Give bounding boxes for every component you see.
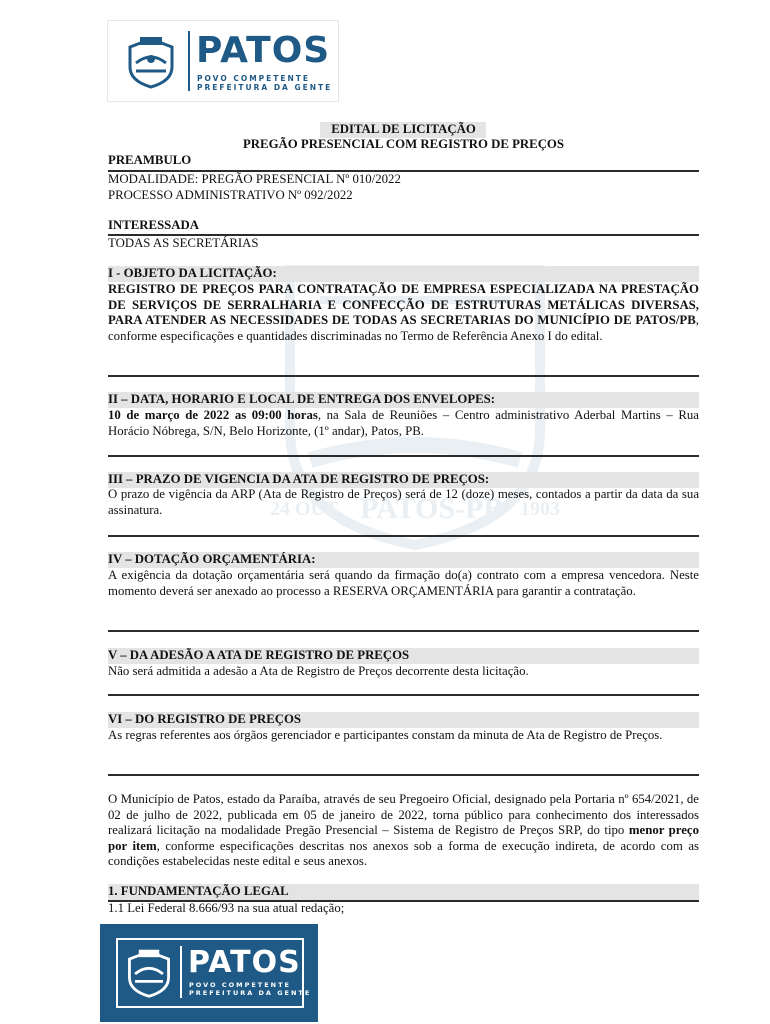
intro-paragraph	[108, 792, 699, 870]
divider	[108, 694, 699, 696]
coat-of-arms-icon	[122, 33, 180, 91]
section-2-text: , na Sala de Reuniões – Centro administrativo Aderbal Martins – Rua Horácio Nóbrega, S/N, Belo Horizonte, (1º andar), Patos, PB.	[108, 408, 699, 438]
section-6-text: As regras referentes aos órgãos gerenciador e participantes constam da minuta de Ata de Registro de Preços.	[108, 728, 663, 742]
section-3-heading: III – PRAZO DE VIGENCIA DA ATA DE REGISTRO DE PREÇOS:	[108, 472, 490, 486]
header-logo	[107, 20, 339, 102]
fundamentacao-heading: 1. FUNDAMENTAÇÃO LEGAL	[108, 884, 289, 898]
processo-text: PROCESSO ADMINISTRATIVO Nº 092/2022	[108, 188, 353, 202]
section-5-text: Não será admitida a adesão a Ata de Registro de Preços decorrente desta licitação.	[108, 664, 529, 678]
section-3-text: O prazo de vigência da ARP (Ata de Registro de Preços) será de 12 (doze) meses, contados a partir da data da sua assinatura.	[108, 487, 699, 517]
section-4-text: A exigência da dotação orçamentária será quando da firmação do(a) contrato com a empresa vencedora. Neste momento deverá ser anexado ao processo a RESERVA ORÇAMENTÁRIA para garantir a contratação.	[108, 568, 699, 598]
logo-tagline-1: POVO COMPETENTE	[197, 74, 311, 83]
footer-logo	[100, 924, 318, 1022]
intro-text-2: , conforme especificações descritas nos anexos sob a forma de execução indireta, de acordo com as condições estabelecidas neste edital e seus anexos.	[108, 838, 699, 868]
section-1-text: , conforme especificações e quantidades discriminadas no Termo de Referência Anexo I do edital.	[108, 313, 699, 343]
section-1-body	[108, 282, 699, 344]
logo-tagline-2: PREFEITURA DA GENTE	[197, 83, 333, 92]
intro-bold-text: menor preço por item	[108, 823, 700, 853]
footer-logo-tagline-1: POVO COMPETENTE	[189, 981, 291, 989]
intro-text-1: O Município de Patos, estado da Paraíba, através de seu Pregoeiro Oficial, designado pela Portaria nº 654/2021, de 02 de julho de 2022, publicada em 05 de janeiro de 2022, torna público para conhecimento dos interessados realizará licitação na modalidade Pregão Presencial – Sistema de Registro de Preços SRP, do tipo	[108, 792, 699, 837]
divider	[108, 375, 699, 377]
section-6-heading: VI – DO REGISTRO DE PREÇOS	[108, 712, 302, 726]
fundamentacao-item-1: 1.1 Lei Federal 8.666/93 na sua atual redação;	[108, 901, 345, 915]
document-title: EDITAL DE LICITAÇÃO	[331, 122, 476, 136]
modalidade-text: MODALIDADE: PREGÃO PRESENCIAL Nº 010/2022	[108, 172, 401, 186]
preambulo-heading: PREAMBULO	[108, 153, 192, 167]
footer-logo-divider	[180, 946, 182, 998]
section-5-heading: V – DA ADESÃO A ATA DE REGISTRO DE PREÇOS	[108, 648, 410, 662]
watermark-right-text: 1903	[520, 498, 560, 520]
logo-name: PATOS	[196, 30, 331, 71]
interessada-heading: INTERESSADA	[108, 218, 200, 232]
section-2-bold-text: 10 de março de 2022 as 09:00 horas	[108, 408, 318, 422]
divider	[108, 630, 699, 632]
document-subtitle: PREGÃO PRESENCIAL COM REGISTRO DE PREÇOS	[242, 137, 565, 151]
watermark-left-text: 24 OUT	[270, 498, 339, 520]
watermark-center-text: PATOS-PB	[360, 492, 504, 525]
section-2-heading: II – DATA, HORARIO E LOCAL DE ENTREGA DOS ENVELOPES:	[108, 392, 496, 406]
footer-logo-tagline-2: PREFEITURA DA GENTE	[189, 989, 312, 997]
divider	[108, 455, 699, 457]
footer-logo-name: PATOS	[188, 945, 301, 980]
section-1-bold-text: REGISTRO DE PREÇOS PARA CONTRATAÇÃO DE EMPRESA ESPECIALIZADA NA PRESTAÇÃO DE SERVIÇOS DE SERRALHARIA E CONFECÇÃO DE ESTRUTURAS METÁLICAS DIVERSAS, PARA ATENDER AS NECESSIDADES DE TODAS AS SECRETARIAS DO MUNICÍPIO DE PATOS/PB	[108, 282, 699, 327]
interessada-text: TODAS AS SECRETÁRIAS	[108, 236, 259, 250]
section-1-heading: I - OBJETO DA LICITAÇÃO:	[108, 266, 277, 280]
logo-divider	[188, 31, 190, 91]
divider	[108, 774, 699, 776]
section-2-body	[108, 408, 699, 439]
divider	[108, 535, 699, 537]
section-4-heading: IV – DOTAÇÃO ORÇAMENTÁRIA:	[108, 552, 316, 566]
coat-of-arms-icon	[122, 944, 176, 1002]
